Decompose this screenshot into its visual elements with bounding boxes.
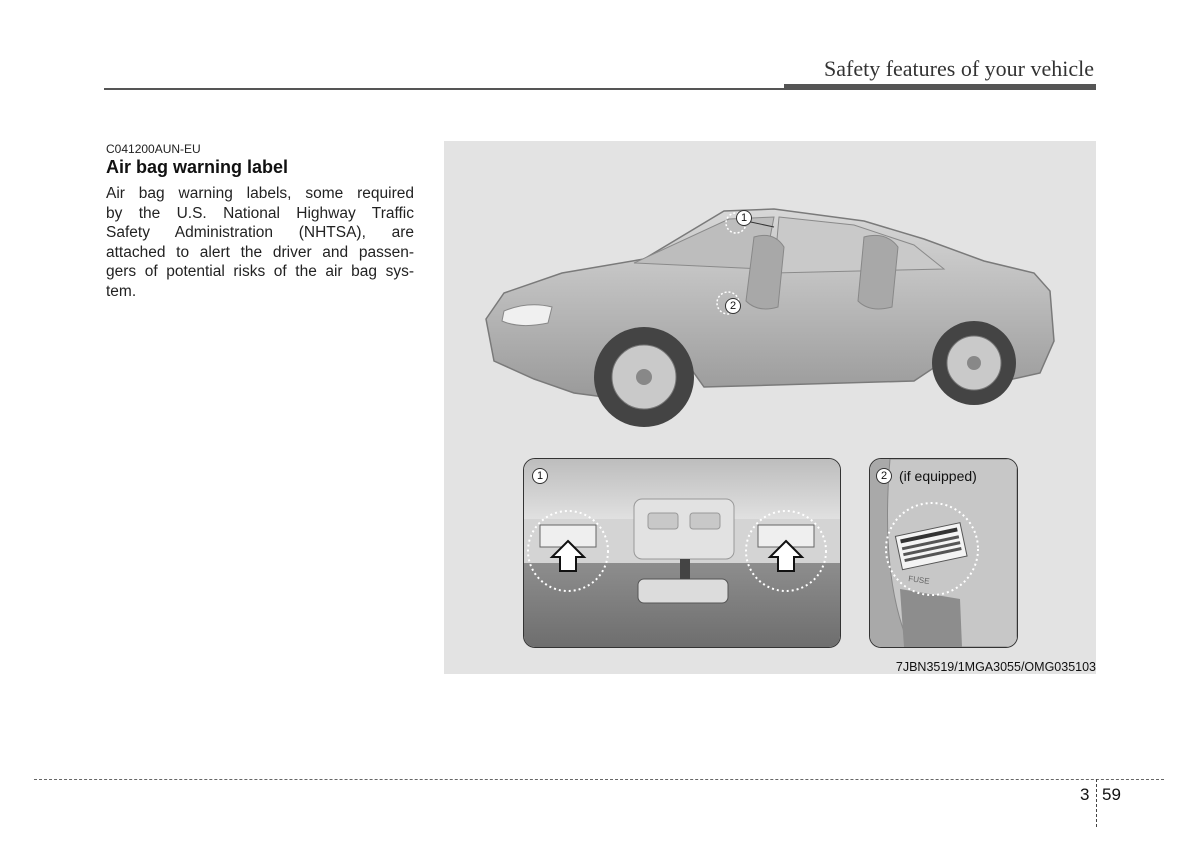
header-rule <box>104 88 784 90</box>
page-number-divider <box>1096 779 1097 827</box>
section-heading: Air bag warning label <box>106 157 289 177</box>
fuse-label: FUSE <box>907 574 931 586</box>
figure-reference-code: 7JBN3519/1MGA3055/OMG035103 <box>895 660 1096 674</box>
inset-sun-visor <box>523 458 841 648</box>
body-line: tem. <box>106 282 137 300</box>
section-code: C041200AUN-EU <box>106 142 201 156</box>
side-panel-illustration <box>870 459 1017 647</box>
page-header-title: Safety features of your vehicle <box>824 56 1094 81</box>
page-number: 59 <box>1102 785 1121 804</box>
header-rule-accent <box>784 84 1096 90</box>
car-illustration <box>444 141 1096 441</box>
callout-marker-2: 2 <box>725 298 741 314</box>
inset-marker-1: 1 <box>532 468 548 484</box>
callout-marker-1: 1 <box>736 210 752 226</box>
body-line: Air bag warning labels, some required <box>106 185 414 202</box>
sun-visor-illustration <box>524 459 840 647</box>
body-line: attached to alert the driver and passen- <box>106 243 414 261</box>
body-line: Safety Administration (NHTSA), are <box>106 224 414 241</box>
airbag-label-figure <box>444 141 1096 674</box>
body-line: by the U.S. National Highway Traffic <box>106 204 414 222</box>
chapter-number: 3 <box>1080 785 1090 804</box>
inset-side-panel <box>869 458 1018 648</box>
footer-rule <box>34 779 1164 780</box>
section-body <box>106 184 414 301</box>
body-line: gers of potential risks of the air bag sys- <box>106 263 414 280</box>
inset-marker-2: 2 <box>876 468 892 484</box>
if-equipped-label: (if equipped) <box>899 468 977 484</box>
